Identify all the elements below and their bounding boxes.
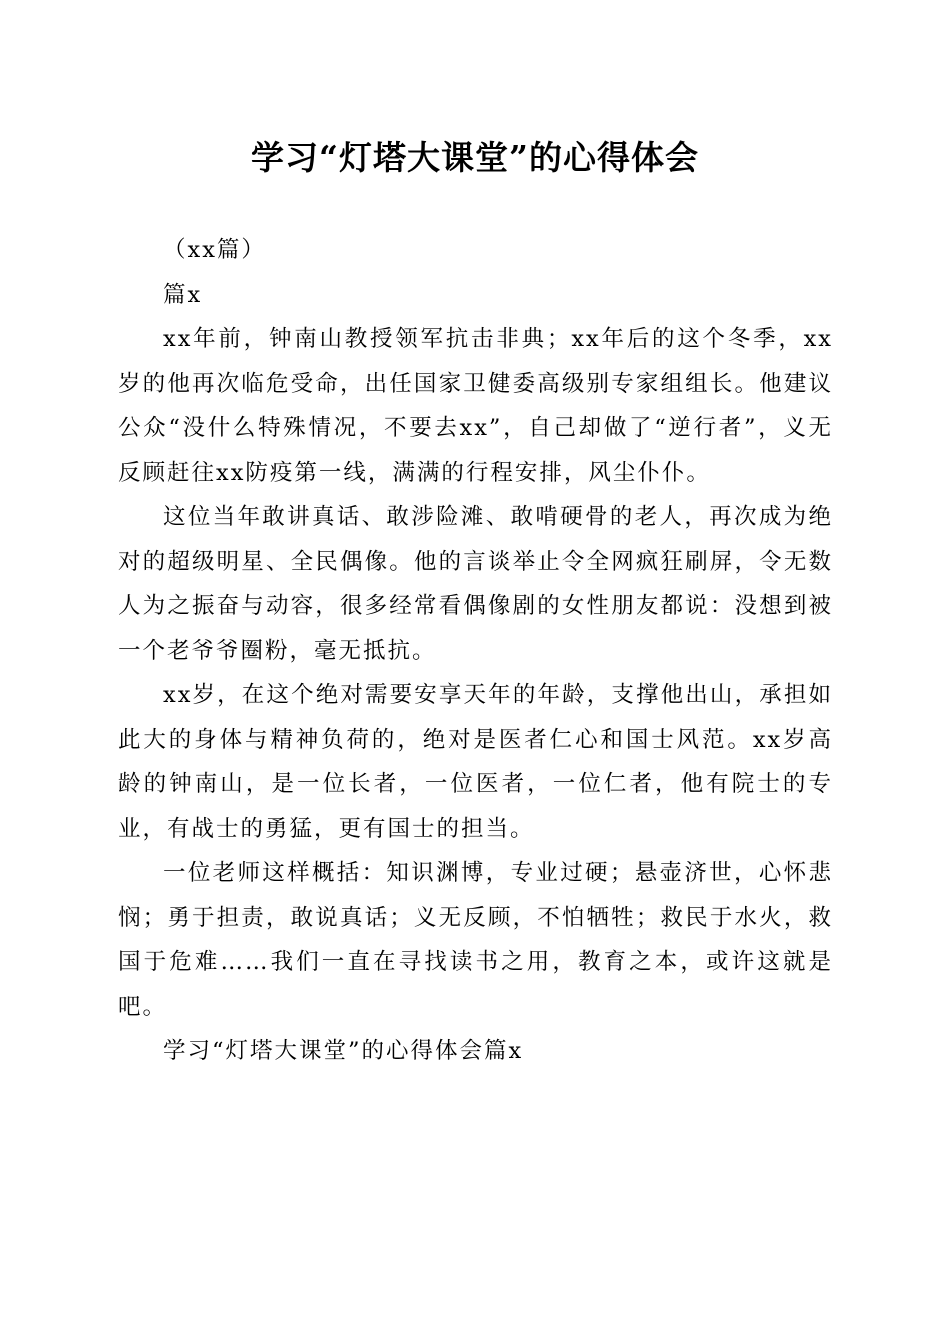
body-paragraph: 一位老师这样概括：知识渊博，专业过硬；悬壶济世，心怀悲悯；勇于担责，敢说真话；义无反顾，不怕牺牲；救民于水火，救国于危难……我们一直在寻找读书之用，教育之本，或许这就是吧。 — [118, 860, 833, 1020]
body-paragraph: xx岁，在这个绝对需要安享天年的年龄，支撑他出山，承担如此大的身体与精神负荷的，绝对是医者仁心和国士风范。xx岁高龄的钟南山，是一位长者，一位医者，一位仁者，他有院士的专业，有战士的勇猛，更有国士的担当。 — [118, 682, 833, 842]
next-section-heading: 学习“灯塔大课堂”的心得体会篇x — [163, 1038, 524, 1064]
section-label: 篇x — [163, 281, 203, 308]
body-paragraph: xx年前，钟南山教授领军抗击非典；xx年后的这个冬季，xx岁的他再次临危受命，出任国家卫健委高级别专家组组长。他建议公众“没什么特殊情况，不要去xx”，自己却做了“逆行者”，义无反顾赶往xx防疫第一线，满满的行程安排，风尘仆仆。 — [118, 326, 833, 486]
body-paragraph: 这位当年敢讲真话、敢涉险滩、敢啃硬骨的老人，再次成为绝对的超级明星、全民偶像。他的言谈举止令全网疯狂刷屏，令无数人为之振奋与动容，很多经常看偶像剧的女性朋友都说：没想到被一个老爷爷圈粉，毫无抵抗。 — [118, 504, 833, 664]
subtitle-count: （xx篇） — [163, 237, 266, 263]
document-title: 学习“灯塔大课堂”的心得体会 — [251, 138, 699, 177]
document-body — [118, 228, 833, 1074]
